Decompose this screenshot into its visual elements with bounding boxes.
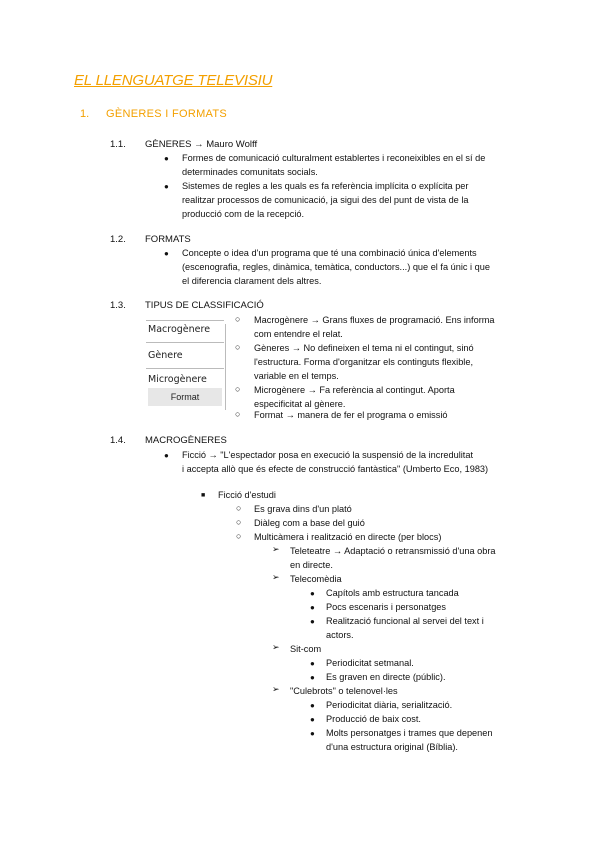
divider: [146, 320, 224, 321]
diagram-genere: Gènere: [148, 350, 183, 361]
list-item: Es graven en directe (públic).: [326, 672, 446, 682]
circle-bullet-icon: ○: [236, 531, 242, 541]
list-item: Ficció → "L'espectador posa en execució la suspensió de la incredulitat: [182, 450, 474, 460]
subsection-heading: GÈNERES → Mauro Wolff: [145, 139, 258, 150]
circle-bullet-icon: ○: [235, 342, 241, 352]
document-title: EL LLENGUATGE TELEVISIU: [74, 72, 273, 89]
bullet-icon: ●: [310, 701, 315, 710]
list-item: l'estructura. Forma d'organitzar els continguts flexible,: [254, 357, 474, 367]
list-item: el diferencia clarament dels altres.: [182, 276, 322, 286]
list-item: especificitat al gènere.: [254, 399, 346, 409]
subsection-number: 1.1.: [110, 139, 126, 150]
list-item: Concepte o idea d'un programa que té una combinació única d'elements: [182, 248, 477, 258]
list-item: actors.: [326, 630, 354, 640]
diagram-format: Format: [148, 388, 222, 406]
arrow-bullet-icon: ➢: [272, 684, 280, 694]
list-item: Macrogènere → Grans fluxes de programació. Ens informa: [254, 315, 495, 325]
subsection-number: 1.4.: [110, 435, 126, 446]
list-item: Pocs escenaris i personatges: [326, 602, 447, 612]
bullet-icon: ●: [164, 451, 169, 460]
list-item: Microgènere → Fa referència al contingut. Aporta: [254, 385, 455, 395]
circle-bullet-icon: ○: [236, 503, 242, 513]
list-item: d'una estructura original (Bíblia).: [326, 742, 458, 752]
list-item: determinades comunitats socials.: [182, 167, 318, 177]
list-item: com entendre el relat.: [254, 329, 343, 339]
list-item: en directe.: [290, 560, 333, 570]
section-number: 1.: [80, 108, 90, 120]
list-item: Molts personatges i trames que depenen: [326, 728, 493, 738]
bullet-icon: ●: [310, 617, 315, 626]
arrow-bullet-icon: ➢: [272, 572, 280, 582]
list-item: Format → manera de fer el programa o emissió: [254, 410, 448, 420]
list-item: Sit-com: [290, 644, 322, 654]
list-item: Telecomèdia: [290, 574, 342, 584]
circle-bullet-icon: ○: [235, 314, 241, 324]
list-item: Capítols amb estructura tancada: [326, 588, 459, 598]
divider: [225, 324, 226, 410]
bullet-icon: ●: [164, 182, 169, 191]
bullet-icon: ●: [310, 659, 315, 668]
list-item: Diàleg com a base del guió: [254, 518, 365, 528]
subsection-number: 1.2.: [110, 234, 126, 245]
bullet-icon: ●: [164, 249, 169, 258]
bullet-icon: ●: [310, 603, 315, 612]
list-item: Teleteatre → Adaptació o retransmissió d'una obra: [290, 546, 496, 556]
circle-bullet-icon: ○: [236, 517, 242, 527]
list-item: (escenografia, regles, dinàmica, temàtica, conductors...) que el fa únic i que: [182, 262, 490, 272]
diagram-macrogenere: Macrogènere: [148, 324, 211, 335]
diagram-microgenere: Microgènere: [148, 374, 207, 385]
divider: [146, 368, 224, 369]
subsection-heading: TIPUS DE CLASSIFICACIÓ: [145, 300, 264, 311]
list-item: Multicàmera i realització en directe (per blocs): [254, 532, 442, 542]
arrow-bullet-icon: ➢: [272, 544, 280, 554]
list-item: Sistemes de regles a les quals es fa referència implícita o explícita per: [182, 181, 469, 191]
list-item: Periodicitat diària, serialització.: [326, 700, 453, 710]
classification-diagram: [144, 318, 226, 414]
subsection-heading: MACROGÈNERES: [145, 435, 227, 446]
bullet-icon: ●: [164, 154, 169, 163]
list-item: Periodicitat setmanal.: [326, 658, 414, 668]
list-item: Ficció d'estudi: [218, 490, 276, 500]
list-item: Es grava dins d'un plató: [254, 504, 352, 514]
list-item: Producció de baix cost.: [326, 714, 421, 724]
circle-bullet-icon: ○: [235, 384, 241, 394]
bullet-icon: ●: [310, 729, 315, 738]
subsection-number: 1.3.: [110, 300, 126, 311]
bullet-icon: ●: [310, 715, 315, 724]
circle-bullet-icon: ○: [235, 409, 241, 419]
list-item: Gèneres → No defineixen el tema ni el contingut, sinó: [254, 343, 474, 353]
list-item: i accepta allò que és efecte de construcció fantàstica" (Umberto Eco, 1983): [182, 464, 489, 474]
arrow-bullet-icon: ➢: [272, 642, 280, 652]
list-item: "Culebrots" o telenovel·les: [290, 686, 398, 696]
bullet-icon: ●: [310, 589, 315, 598]
section-title: GÈNERES I FORMATS: [106, 108, 228, 120]
list-item: Formes de comunicació culturalment establertes i reconeixibles en el sí de: [182, 153, 486, 163]
bullet-icon: ●: [310, 673, 315, 682]
square-bullet-icon: ■: [201, 492, 206, 499]
list-item: variable en el temps.: [254, 371, 339, 381]
list-item: producció com de la recepció.: [182, 209, 305, 219]
divider: [146, 342, 224, 343]
list-item: Realització funcional al servei del text i: [326, 616, 484, 626]
list-item: realitzar processos de comunicació, ja sigui des del punt de vista de la: [182, 195, 469, 205]
subsection-heading: FORMATS: [145, 234, 191, 245]
